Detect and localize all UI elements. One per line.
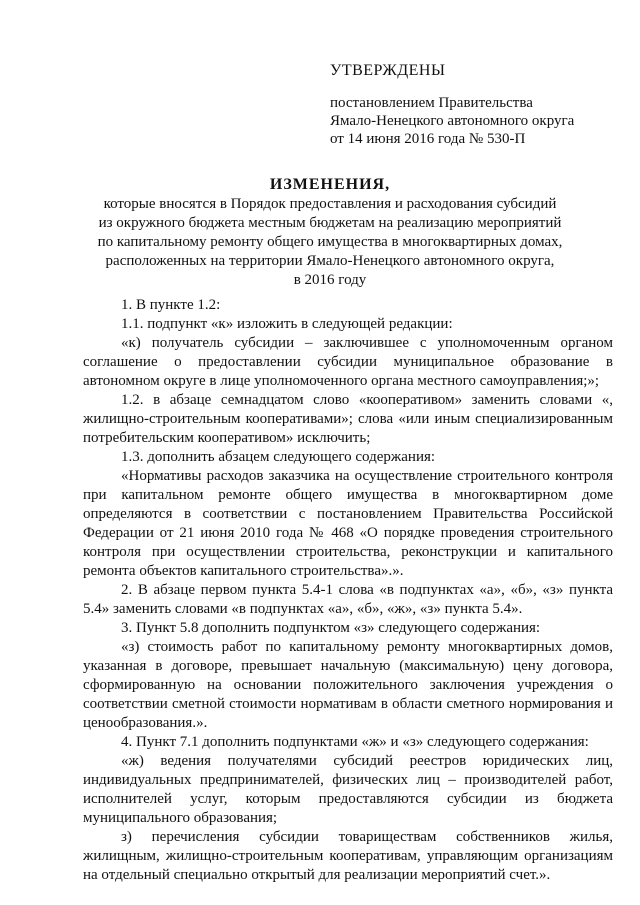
- paragraph: 2. В абзаце первом пункта 5.4-1 слова «в подпунктах «а», «б», «з» пункта 5.4» заменить словами «в подпунктах «а», «б», «ж», «з» пункта 5.4».: [83, 582, 613, 617]
- paragraph: «з) стоимость работ по капитальному ремонту многоквартирных домов, указанная в договоре, превышает начальную (максимальную) цену договора, сформированную на основании положительного заключения учреждения о соответствии сметной стоимости нормативам в области сметного нормирования и ценообразования.».: [83, 639, 613, 731]
- paragraph: 1.3. дополнить абзацем следующего содержания:: [121, 449, 436, 465]
- paragraph: «ж) ведения получателями субсидий реестров юридических лиц, индивидуальных предпринимателей, физических лиц – производителей работ, исполнителей услуг, которым предоставляются субсидии из бюджета муниципального образования;: [83, 753, 613, 826]
- title-block: [60, 175, 600, 290]
- paragraph: «Нормативы расходов заказчика на осуществление строительного контроля при капитальном ремонте общего имущества в многоквартирном доме определяются в соответствии с постановлением Правительства Российской Федерации от 21 июня 2010 года № 468 «О порядке проведения строительного контроля при осуществлении строительства, реконструкции и капитального ремонта объектов капитального строительства».».: [83, 468, 613, 579]
- approval-line: от 14 июня 2016 года № 530-П: [330, 131, 526, 147]
- document-subtitle-line: в 2016 году: [293, 272, 367, 288]
- paragraph: 3. Пункт 5.8 дополнить подпунктом «з» следующего содержания:: [121, 620, 541, 636]
- document-title: ИЗМЕНЕНИЯ,: [269, 176, 391, 193]
- document-subtitle-line: из окружного бюджета местным бюджетам на реализацию мероприятий: [98, 215, 562, 231]
- paragraph: «к) получатель субсидии – заключившее с уполномоченным органом соглашение о предоставлении субсидии муниципальное образование в автономном округе в лице уполномоченного органа местного самоуправления;»;: [83, 335, 613, 389]
- approval-line: постановлением Правительства: [330, 95, 533, 111]
- document-subtitle-line: по капитальному ремонту общего имущества в многоквартирных домах,: [97, 234, 563, 250]
- document-subtitle-line: расположенных на территории Ямало-Ненецкого автономного округа,: [105, 253, 555, 269]
- approval-line: Ямало-Ненецкого автономного округа: [330, 113, 575, 129]
- paragraph: 1.1. подпункт «к» изложить в следующей редакции:: [121, 316, 453, 332]
- paragraph: 1.2. в абзаце семнадцатом слово «кооперативом» заменить словами «, жилищно-строительным кооперативами»; слова «или иным специализированным потребительским кооперативом» исключить;: [83, 392, 613, 446]
- approval-block: [330, 61, 620, 148]
- paragraph: з) перечисления субсидии товариществам собственников жилья, жилищным, жилищно-строительным кооперативам, управляющим организациям на отдельный специально открытый для реализации мероприятий счет.».: [83, 829, 613, 883]
- document-body: [83, 296, 613, 885]
- approval-heading: УТВЕРЖДЕНЫ: [330, 62, 446, 79]
- paragraph: 1. В пункте 1.2:: [121, 297, 221, 313]
- paragraph: 4. Пункт 7.1 дополнить подпунктами «ж» и «з» следующего содержания:: [121, 734, 589, 750]
- document-subtitle-line: которые вносятся в Порядок предоставления и расходования субсидий: [103, 196, 557, 212]
